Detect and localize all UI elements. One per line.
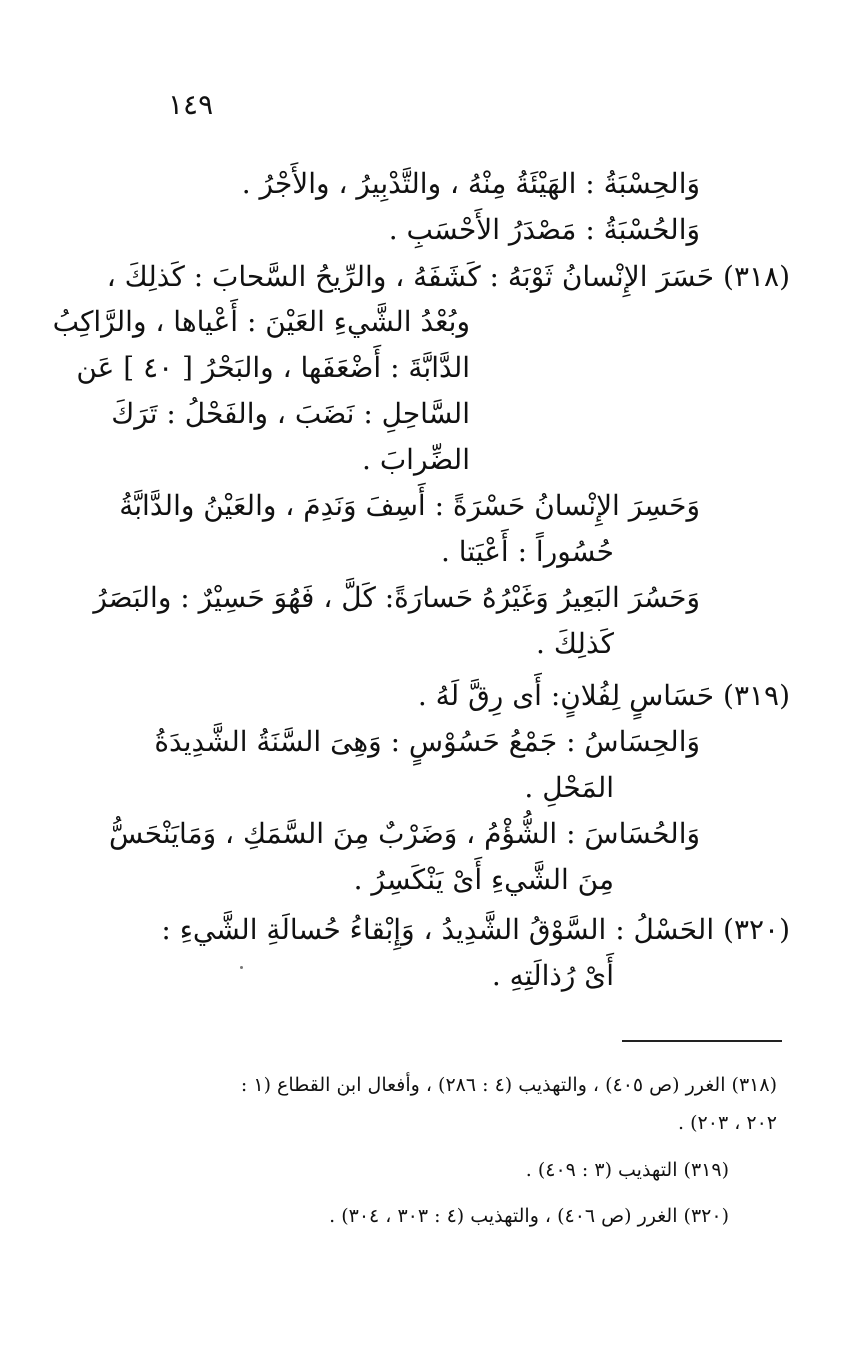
footnote-line: (٣١٩) التهذيب (٣ : ٤٠٩) . xyxy=(525,1159,729,1181)
text-line: وَالحِسْبَةُ : الهَيْئَةُ مِنْهُ ، والتَّدْبِيرُ ، والأَجْرُ . xyxy=(241,167,700,200)
text-line: الدَّابَّةَ : أَضْعَفَها ، والبَحْرُ [ ٤٠ ] عَن xyxy=(76,351,470,384)
entry-318-line: (٣١٨) حَسَرَ الإِنْسانُ ثَوْبَهُ : كَشَفَهُ ، والرِّيحُ السَّحابَ : كَذلِكَ ، xyxy=(106,260,790,293)
footnote-line: (٣٢٠) الغرر (ص ٤٠٦) ، والتهذيب (٤ : ٣٠٣ ، ٣٠٤) . xyxy=(329,1205,729,1227)
ink-speck xyxy=(240,966,243,969)
entry-319-line: (٣١٩) حَسَاسٍ لِفُلانٍ: أَى رِقَّ لَهُ . xyxy=(417,679,790,712)
text-line: مِنَ الشَّيءِ أَىْ يَنْكَسِرُ . xyxy=(353,863,614,896)
footnote-separator xyxy=(622,1040,782,1042)
footnote-line: (٣١٨) الغرر (ص ٤٠٥) ، والتهذيب (٤ : ٢٨٦) ، وأفعال ابن القطاع (١ : xyxy=(240,1074,777,1096)
footnote-line: ٢٠٢ ، ٢٠٣) . xyxy=(678,1112,777,1134)
text-line: وَحَسِرَ الإِنْسانُ حَسْرَةً : أَسِفَ وَنَدِمَ ، والعَيْنُ والدَّابَّةُ xyxy=(119,489,700,522)
text-line: وَحَسُرَ البَعِيرُ وَغَيْرُهُ حَسارَةً: كَلَّ ، فَهُوَ حَسِيْرٌ : والبَصَرُ xyxy=(93,581,700,614)
page-number: ١٤٩ xyxy=(168,88,214,121)
text-line: وَالحِسَاسُ : جَمْعُ حَسُوْسٍ : وَهِىَ السَّنَةُ الشَّدِيدَةُ xyxy=(154,725,700,758)
text-line: وبُعْدُ الشَّيءِ العَيْنَ : أَعْياها ، والرَّاكِبُ xyxy=(52,305,470,338)
text-line: حُسُوراً : أَعْيَتا . xyxy=(440,535,614,568)
text-line: السَّاحِلِ : نَضَبَ ، والفَحْلُ : تَرَكَ xyxy=(111,397,470,430)
entry-320-line: (٣٢٠) الحَسْلُ : السَّوْقُ الشَّدِيدُ ، وَإِبْقاءُ حُسالَةِ الشَّيءِ : xyxy=(161,913,790,946)
text-line: الضِّرابَ . xyxy=(362,443,470,476)
text-line: أَىْ رُذالَتِهِ . xyxy=(491,959,614,992)
text-line: وَالحُسَاسَ : الشُّؤْمُ ، وَضَرْبٌ مِنَ السَّمَكِ ، وَمَايَنْحَسُّ xyxy=(109,817,700,850)
text-line: وَالحُسْبَةُ : مَصْدَرُ الأَحْسَبِ . xyxy=(388,213,700,246)
text-line: المَحْلِ . xyxy=(524,771,614,804)
text-line: كَذلِكَ . xyxy=(536,627,614,660)
